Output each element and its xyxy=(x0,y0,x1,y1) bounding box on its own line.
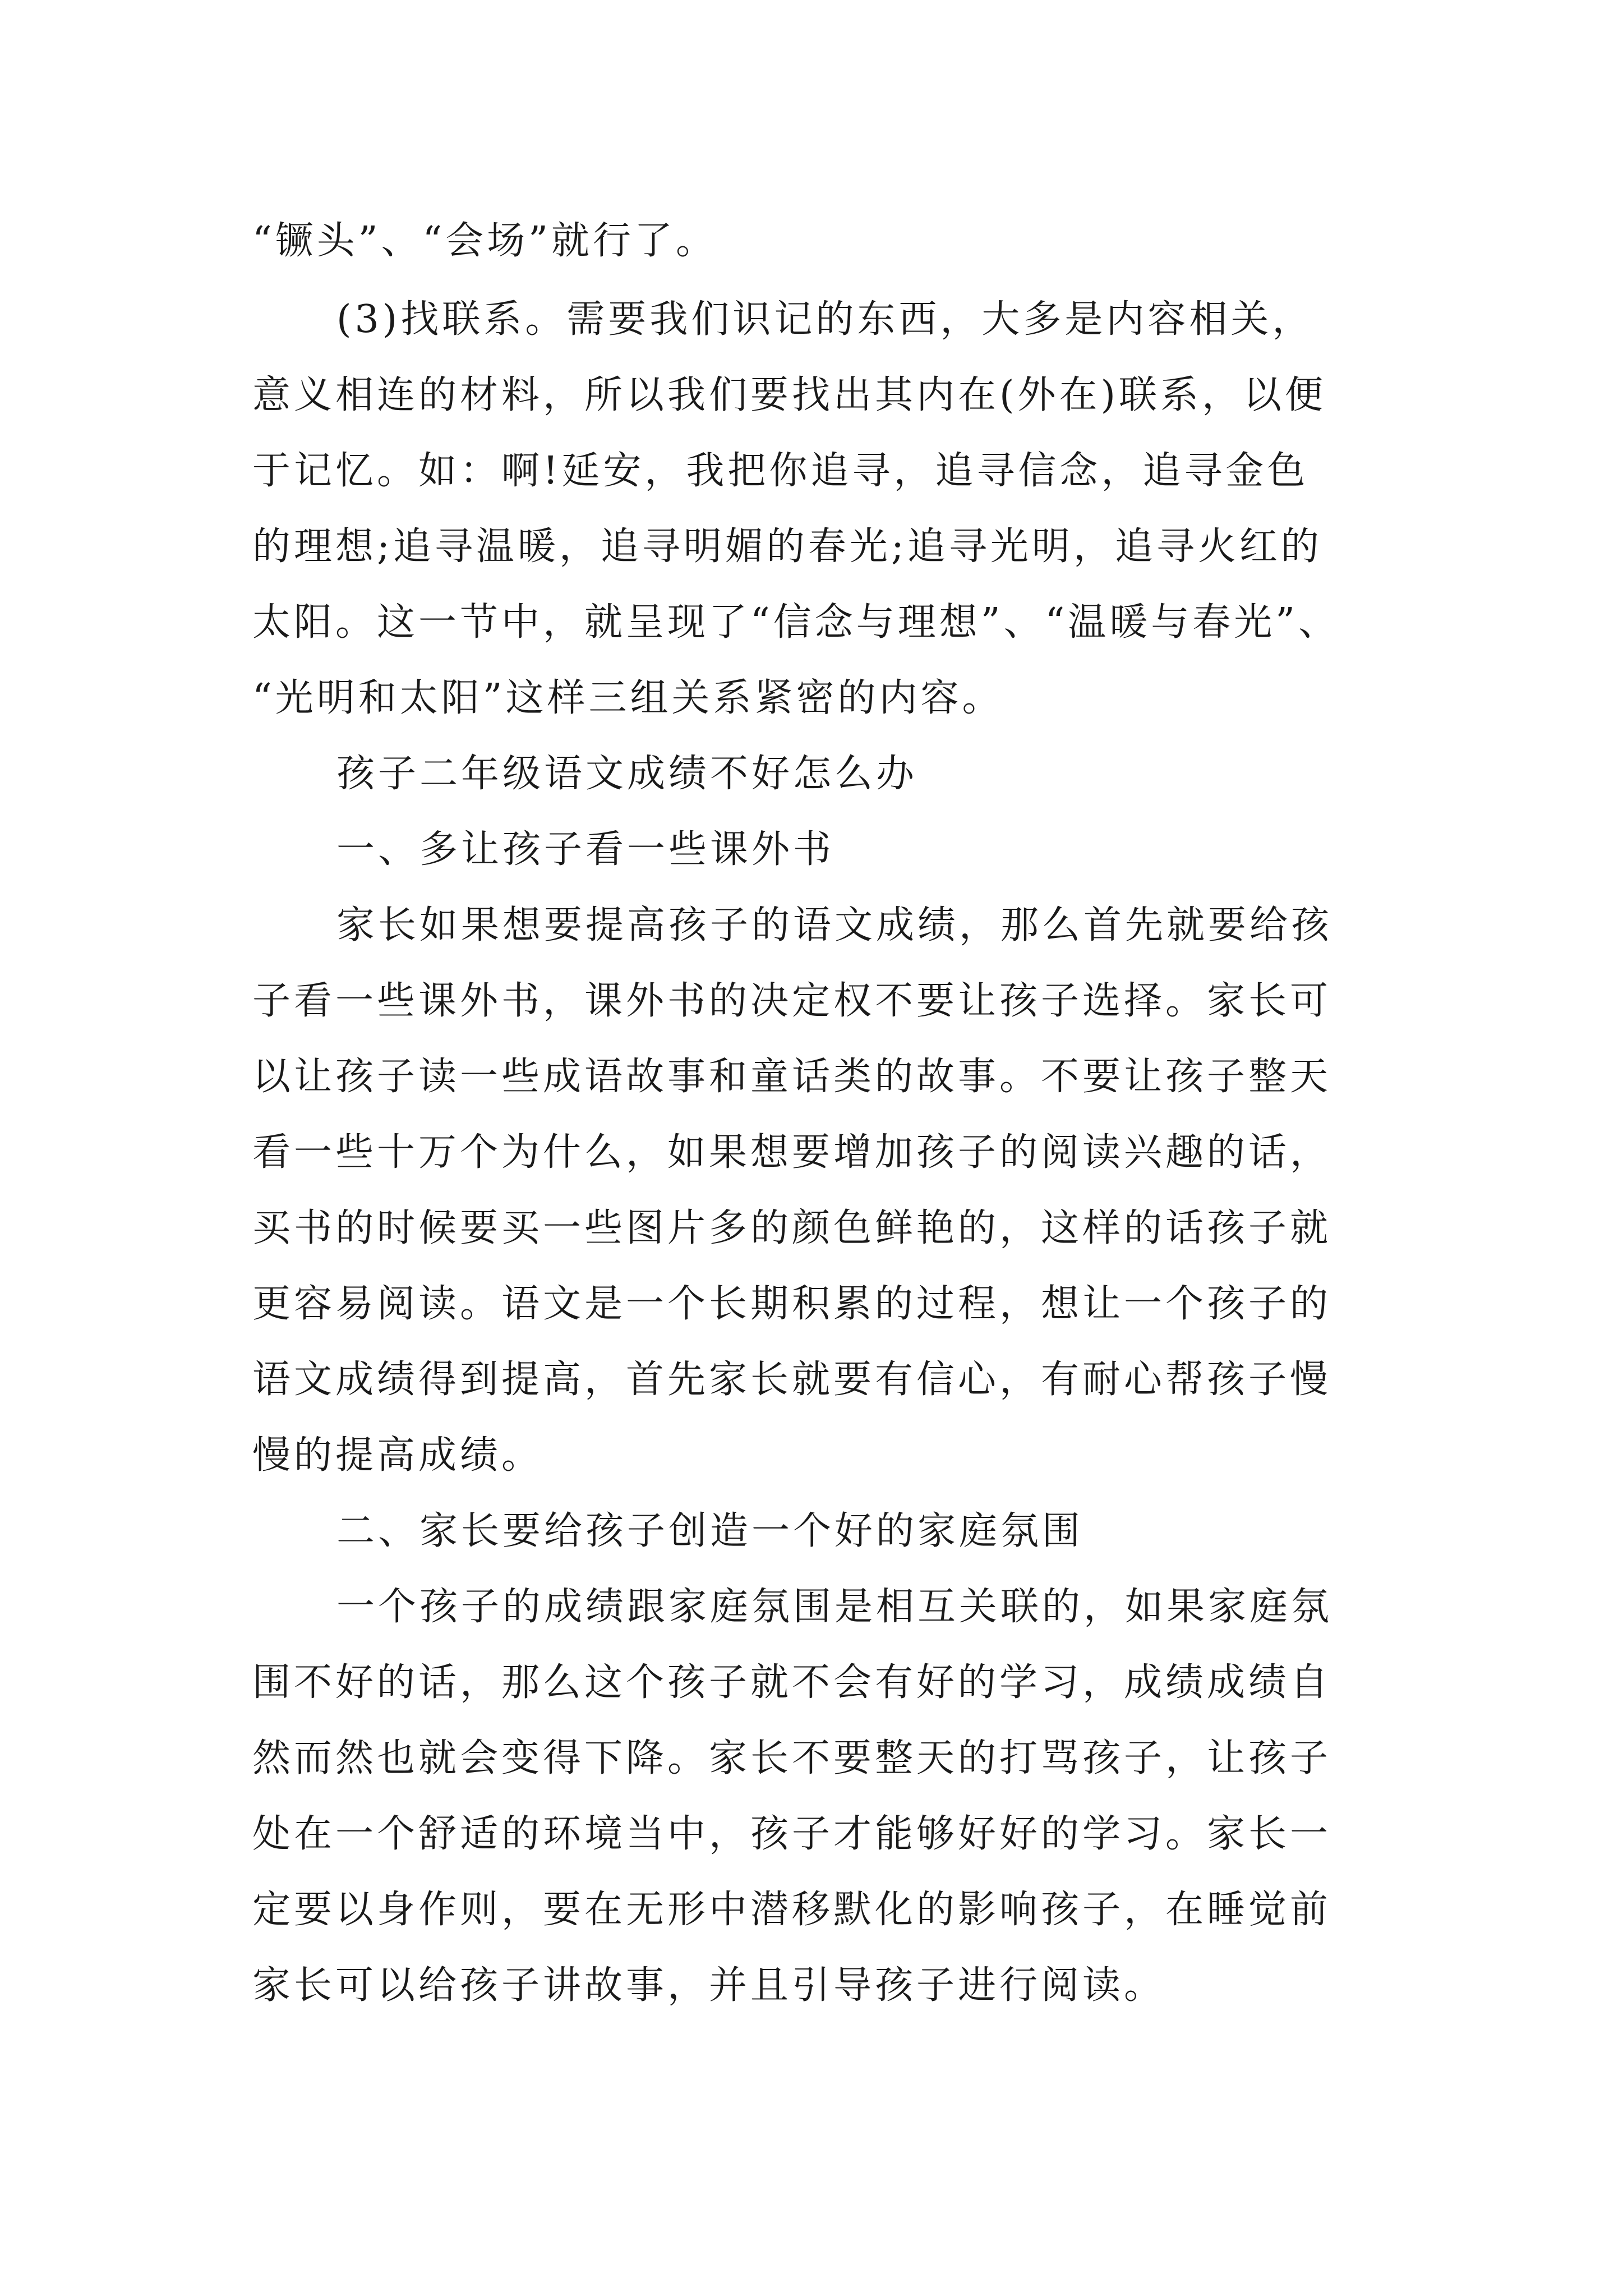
text-line: “光明和太阳”这样三组关系紧密的内容。 xyxy=(252,676,1004,720)
text-line: “镢头”、“会场”就行了。 xyxy=(252,219,718,263)
text-line: (3)找联系。需要我们识记的东西，大多是内容相关， xyxy=(336,297,1314,342)
text-line: 定要以身作则，要在无形中潜移默化的影响孩子，在睡觉前 xyxy=(252,1888,1332,1932)
text-line: 语文成绩得到提高，首先家长就要有信心，有耐心帮孩子慢 xyxy=(252,1358,1332,1402)
text-line: 子看一些课外书，课外书的决定权不要让孩子选择。家长可 xyxy=(252,979,1332,1023)
text-line: 更容易阅读。语文是一个长期积累的过程，想让一个孩子的 xyxy=(252,1282,1332,1326)
text-line: 的理想;追寻温暖，追寻明媚的春光;追寻光明，追寻火红的 xyxy=(252,524,1322,569)
text-line: 然而然也就会变得下降。家长不要整天的打骂孩子，让孩子 xyxy=(252,1736,1332,1780)
text-line: 家长可以给孩子讲故事，并且引导孩子进行阅读。 xyxy=(252,1963,1166,2008)
subheading: 一、多让孩子看一些课外书 xyxy=(336,827,835,872)
text-line: 以让孩子读一些成语故事和童话类的故事。不要让孩子整天 xyxy=(252,1055,1332,1099)
text-line: 围不好的话，那么这个孩子就不会有好的学习，成绩成绩自 xyxy=(252,1660,1332,1705)
text-line: 太阳。这一节中，就呈现了“信念与理想”、“温暖与春光”、 xyxy=(252,600,1340,645)
text-line: 意义相连的材料，所以我们要找出其内在(外在)联系，以便 xyxy=(252,373,1327,417)
text-line: 买书的时候要买一些图片多的颜色鲜艳的，这样的话孩子就 xyxy=(252,1206,1332,1250)
text-line: 慢的提高成绩。 xyxy=(252,1433,543,1478)
text-line: 家长如果想要提高孩子的语文成绩，那么首先就要给孩 xyxy=(336,903,1333,947)
section-title: 孩子二年级语文成绩不好怎么办 xyxy=(336,752,918,796)
text-line: 一个孩子的成绩跟家庭氛围是相互关联的，如果家庭氛 xyxy=(336,1585,1333,1629)
text-line: 于记忆。如：啊!延安，我把你追寻，追寻信念，追寻金色 xyxy=(252,449,1309,493)
text-line: 看一些十万个为什么，如果想要增加孩子的阅读兴趣的话， xyxy=(252,1130,1332,1175)
subheading: 二、家长要给孩子创造一个好的家庭氛围 xyxy=(336,1509,1084,1553)
text-line: 处在一个舒适的环境当中，孩子才能够好好的学习。家长一 xyxy=(252,1812,1332,1856)
